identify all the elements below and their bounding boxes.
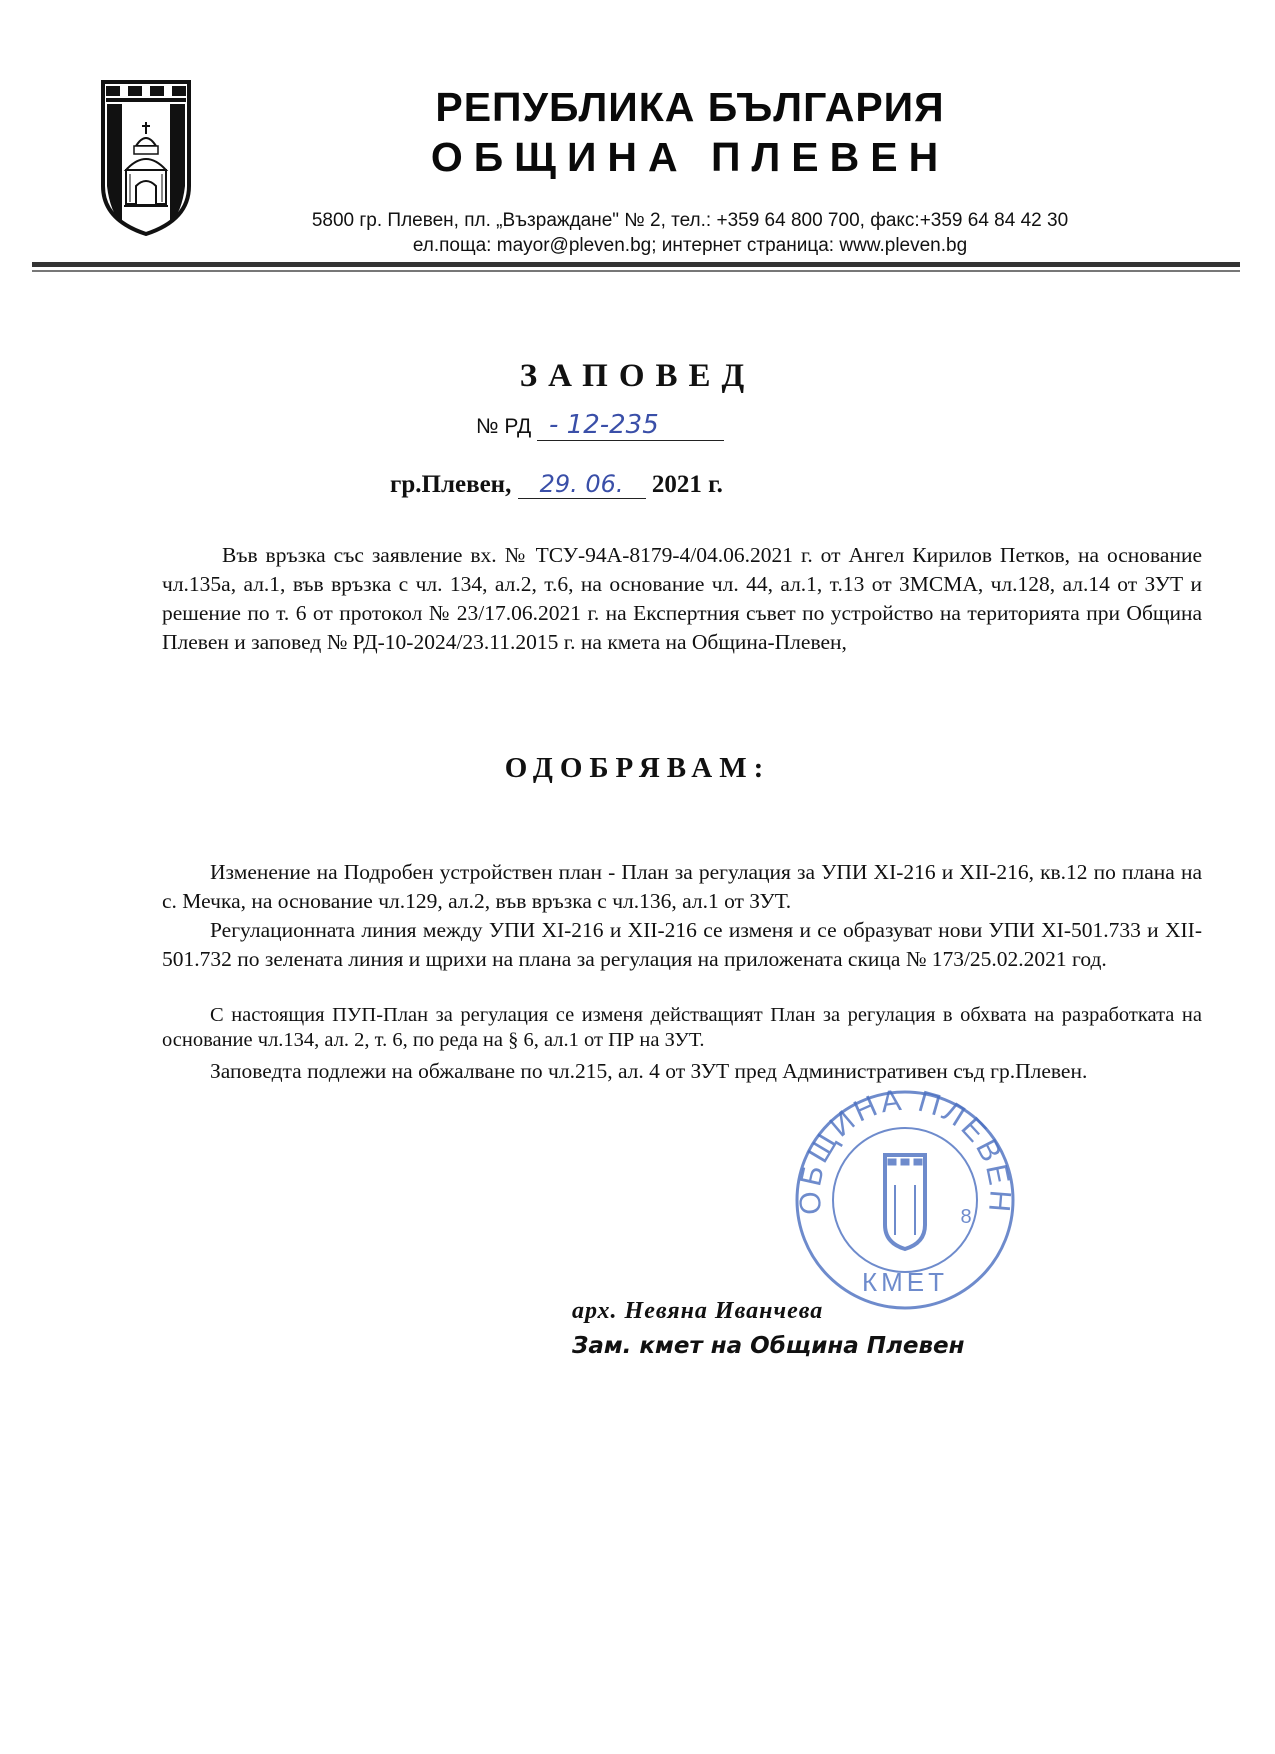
approval-paragraph-3: С настоящия ПУП-План за регулация се изменя действащият План за регулация в обхвата на разработката на основание чл.134, ал. 2, т. 6, по реда на § 6, ал.1 от ПР на ЗУТ.	[162, 1004, 1202, 1051]
order-date-handwritten: 29. 06.	[518, 470, 646, 499]
order-year: 2021 г.	[651, 471, 723, 498]
approval-paragraph-4: Заповедта подлежи на обжалване по чл.215, ал. 4 от ЗУТ пред Административен съд гр.Плевен.	[210, 1059, 1088, 1083]
signatory-position: Зам. кмет на Община Плевен	[572, 1333, 965, 1359]
header-divider-thin	[32, 270, 1240, 272]
order-number-handwritten: - 12-235	[537, 410, 724, 441]
order-date-line	[390, 470, 723, 499]
municipality-stamp	[790, 1085, 1020, 1315]
pleven-coat-of-arms-logo	[98, 74, 194, 236]
svg-text:ОБЩИНА ПЛЕВЕН: ОБЩИНА ПЛЕВЕН	[793, 1085, 1017, 1216]
header-country: РЕПУБЛИКА БЪЛГАРИЯ	[435, 84, 945, 130]
approval-paragraph-1: Изменение на Подробен устройствен план - План за регулация за УПИ ХI-216 и ХII-216, кв.12 по плана на с. Мечка, на основание чл.129, ал.2, във връзка с чл.136, ал.1 от ЗУТ.	[162, 860, 1202, 913]
order-number-prefix: № РД	[476, 415, 532, 438]
header-contacts: ел.поща: mayor@pleven.bg; интернет страница: www.pleven.bg	[412, 235, 968, 256]
svg-text:КМЕТ: КМЕТ	[861, 1267, 949, 1297]
header-divider	[32, 262, 1240, 267]
header-municipality: ОБЩИНА ПЛЕВЕН	[430, 134, 950, 180]
signatory-name: арх. Невяна Иванчева	[572, 1298, 824, 1324]
header-address: 5800 гр. Плевен, пл. „Възраждане" № 2, тел.: +359 64 800 700, факс:+359 64 84 42 30	[311, 210, 1069, 231]
approval-paragraph-2: Регулационната линия между УПИ ХI-216 и ХII-216 се изменя и се образуват нови УПИ ХI-501.733 и ХII-501.732 по зелената линия и щрихи на плана за регулация на приложената скица № 173/25.02.2021 год.	[162, 918, 1202, 971]
order-place: гр.Плевен,	[390, 471, 512, 498]
approve-heading: ОДОБРЯВАМ:	[504, 752, 771, 784]
svg-text:8: 8	[960, 1206, 972, 1228]
order-title: ЗАПОВЕД	[519, 358, 756, 394]
preamble-paragraph: Във връзка със заявление вх. № ТСУ-94А-8179-4/04.06.2021 г. от Ангел Кирилов Петков, на основание чл.135а, ал.1, във връзка с чл. 134, ал.2, т.6, на основание чл. 44, ал.1, т.13 от ЗМСМА, чл.128, ал.14 от ЗУТ и решение по т. 6 от протокол № 23/17.06.2021 г. на Експертния съвет по устройство на територията при Община Плевен и заповед № РД-10-2024/23.11.2015 г. на кмета на Община-Плевен,	[162, 543, 1202, 654]
order-number-line	[476, 410, 724, 441]
